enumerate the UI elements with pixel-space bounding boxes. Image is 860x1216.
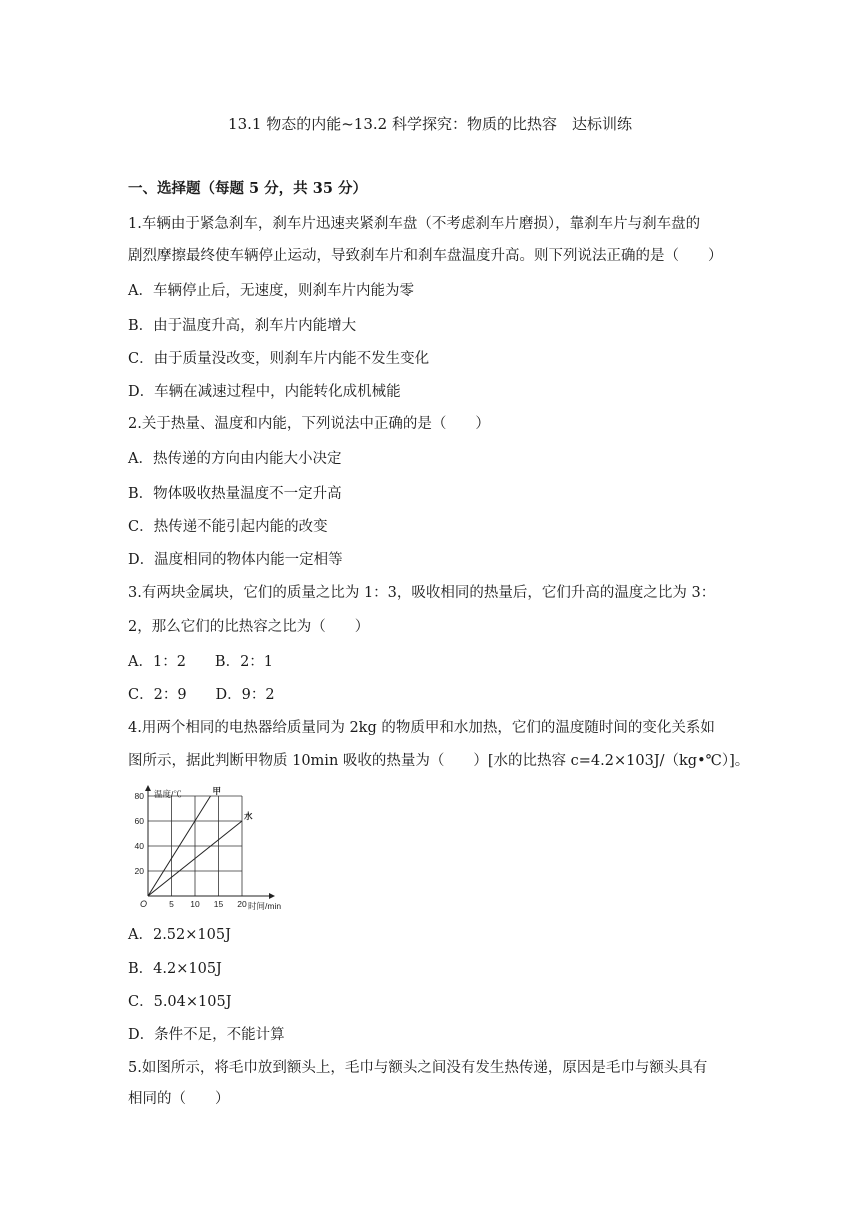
question-2-option-c: C．热传递不能引起内能的改变	[128, 519, 328, 535]
question-2-option-a: A．热传递的方向由内能大小决定	[128, 451, 342, 467]
y-tick-label-60: 60	[134, 816, 144, 826]
y-axis-arrow	[145, 785, 151, 791]
chart-axes	[145, 785, 275, 899]
question-2-option-b: B．物体吸收热量温度不一定升高	[128, 486, 342, 502]
y-axis-label: 温度/℃	[154, 789, 182, 799]
page-title: 13.1 物态的内能~13.2 科学探究：物质的比热容 达标训练	[228, 115, 632, 133]
question-1-text-line-1: 1.车辆由于紧急刹车，刹车片迅速夹紧刹车盘（不考虑刹车片磨损），靠刹车片与刹车盘的	[128, 216, 701, 232]
question-4-option-c: C．5.04×105J	[128, 994, 232, 1010]
series-label-water: 水	[244, 811, 253, 821]
question-5-text-line-1: 5.如图所示，将毛巾放到额头上，毛巾与额头之间没有发生热传递，原因是毛巾与额头具有	[128, 1060, 708, 1076]
question-4-option-a: A．2.52×105J	[128, 927, 231, 943]
question-1-option-a: A．车辆停止后，无速度，则刹车片内能为零	[128, 283, 414, 299]
question-4-option-b: B．4.2×105J	[128, 961, 222, 977]
x-tick-label-20: 20	[237, 899, 247, 909]
question-2-text-line-1: 2.关于热量、温度和内能，下列说法中正确的是（ ）	[128, 416, 490, 432]
chart-grid	[148, 796, 242, 896]
origin-label: O	[140, 899, 148, 909]
question-3-options-row-2: C．2：9 D．9：2	[128, 687, 275, 703]
temperature-time-chart	[130, 783, 300, 915]
question-1-option-d: D．车辆在减速过程中，内能转化成机械能	[128, 384, 401, 400]
question-3-options-row-1: A．1：2 B．2：1	[128, 654, 274, 670]
question-3-text-line-1: 3.有两块金属块，它们的质量之比为 1：3，吸收相同的热量后，它们升高的温度之比为 3：	[128, 585, 716, 601]
y-tick-label-40: 40	[134, 841, 144, 851]
question-5-text-line-2: 相同的（ ）	[128, 1091, 230, 1107]
series-label-jia: 甲	[212, 786, 222, 796]
x-axis-arrow	[269, 893, 275, 899]
y-tick-label-20: 20	[134, 866, 144, 876]
question-1-option-c: C．由于质量没改变，则刹车片内能不发生变化	[128, 351, 430, 367]
question-3-text-line-2: 2，那么它们的比热容之比为（ ）	[128, 619, 370, 635]
question-2-option-d: D．温度相同的物体内能一定相等	[128, 552, 343, 568]
section-heading: 一、选择题（每题 5 分，共 35 分）	[128, 180, 367, 197]
question-4-text-line-1: 4.用两个相同的电热器给质量同为 2kg 的物质甲和水加热，它们的温度随时间的变化关系如	[128, 720, 715, 736]
question-1-text-line-2: 剧烈摩擦最终使车辆停止运动，导致刹车片和刹车盘温度升高。则下列说法正确的是（ ）	[128, 248, 723, 264]
x-tick-label-15: 15	[213, 899, 224, 909]
x-axis-label: 时间/min	[248, 901, 282, 911]
question-1-option-b: B．由于温度升高，刹车片内能增大	[128, 318, 357, 334]
question-4-option-d: D．条件不足，不能计算	[128, 1027, 285, 1043]
x-tick-label-5: 5	[169, 899, 174, 909]
question-4-text-line-2: 图所示，据此判断甲物质 10min 吸收的热量为（ ）[水的比热容 c=4.2×103J/（kg•℃）]。	[128, 753, 750, 769]
x-tick-label-10: 10	[190, 899, 200, 909]
y-tick-label-80: 80	[134, 791, 144, 801]
